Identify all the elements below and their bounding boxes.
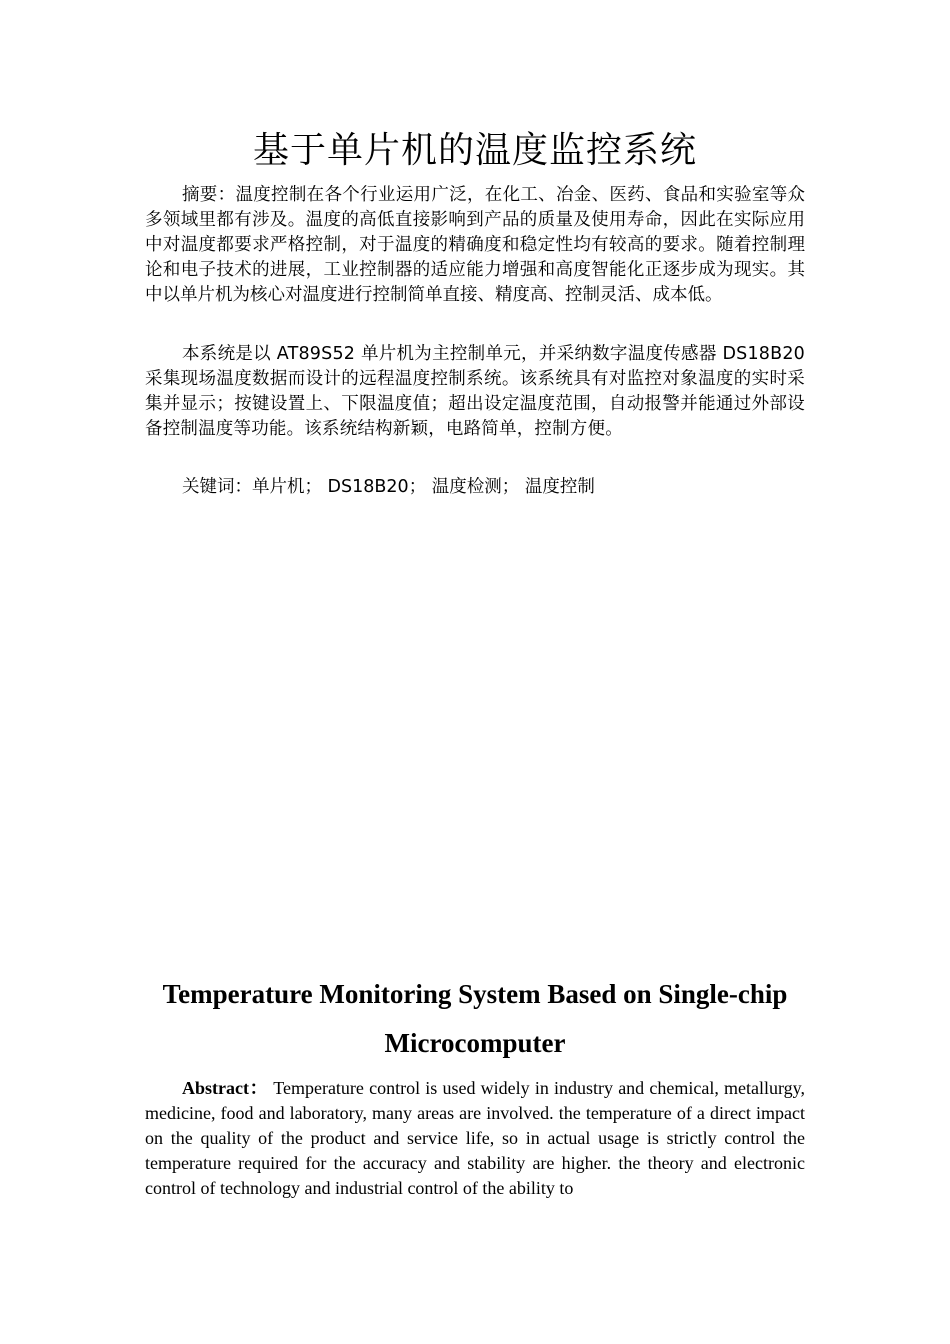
english-title: Temperature Monitoring System Based on Single-chip Microcomputer — [162, 979, 788, 1058]
chinese-keywords-label: 关键词： — [182, 477, 252, 497]
chinese-abstract-text: 温度控制在各个行业运用广泛，在化工、冶金、医药、食品和实验室等众多领域里都有涉及。温度的高低直接影响到产品的质量及使用寿命，因此在实际应用中对温度都要求严格控制，对于温度的精确度和稳定性均有较高的要求。随着控制理论和电子技术的进展，工业控制器的适应能力增强和高度智能化正逐步成为现实。其中以单片机为核心对温度进行控制简单直接、精度高、控制灵活、成本低。 — [145, 185, 806, 305]
chinese-abstract — [145, 183, 805, 308]
chinese-title: 基于单片机的温度监控系统 — [252, 130, 697, 171]
chinese-system-description: 本系统是以 AT89S52 单片机为主控制单元，并采纳数字温度传感器 DS18B20 采集现场温度数据而设计的远程温度控制系统。该系统具有对监控对象温度的实时采集并显示；按键设置上、下限温度值；超出设定温度范围，自动报警并能通过外部设备控制温度等功能。该系统结构新颖，电路简单，控制方便。 — [145, 344, 805, 439]
english-abstract — [145, 1076, 805, 1201]
english-abstract-label: Abstract： — [182, 1078, 269, 1098]
chinese-abstract-label: 摘要： — [182, 185, 236, 205]
english-abstract-text: Temperature control is used widely in industry and chemical, metallurgy, medicine, food and laboratory, many areas are involved. the temperature of a direct impact on the quality of the product and service life, so in actual usage is strictly control the temperature required for the accuracy and stability are higher. the theory and electronic control of technology and industrial control of the ability to — [145, 1078, 805, 1198]
chinese-keywords-text: 单片机； DS18B20； 温度检测； 温度控制 — [252, 477, 595, 497]
chinese-keywords — [145, 475, 805, 500]
